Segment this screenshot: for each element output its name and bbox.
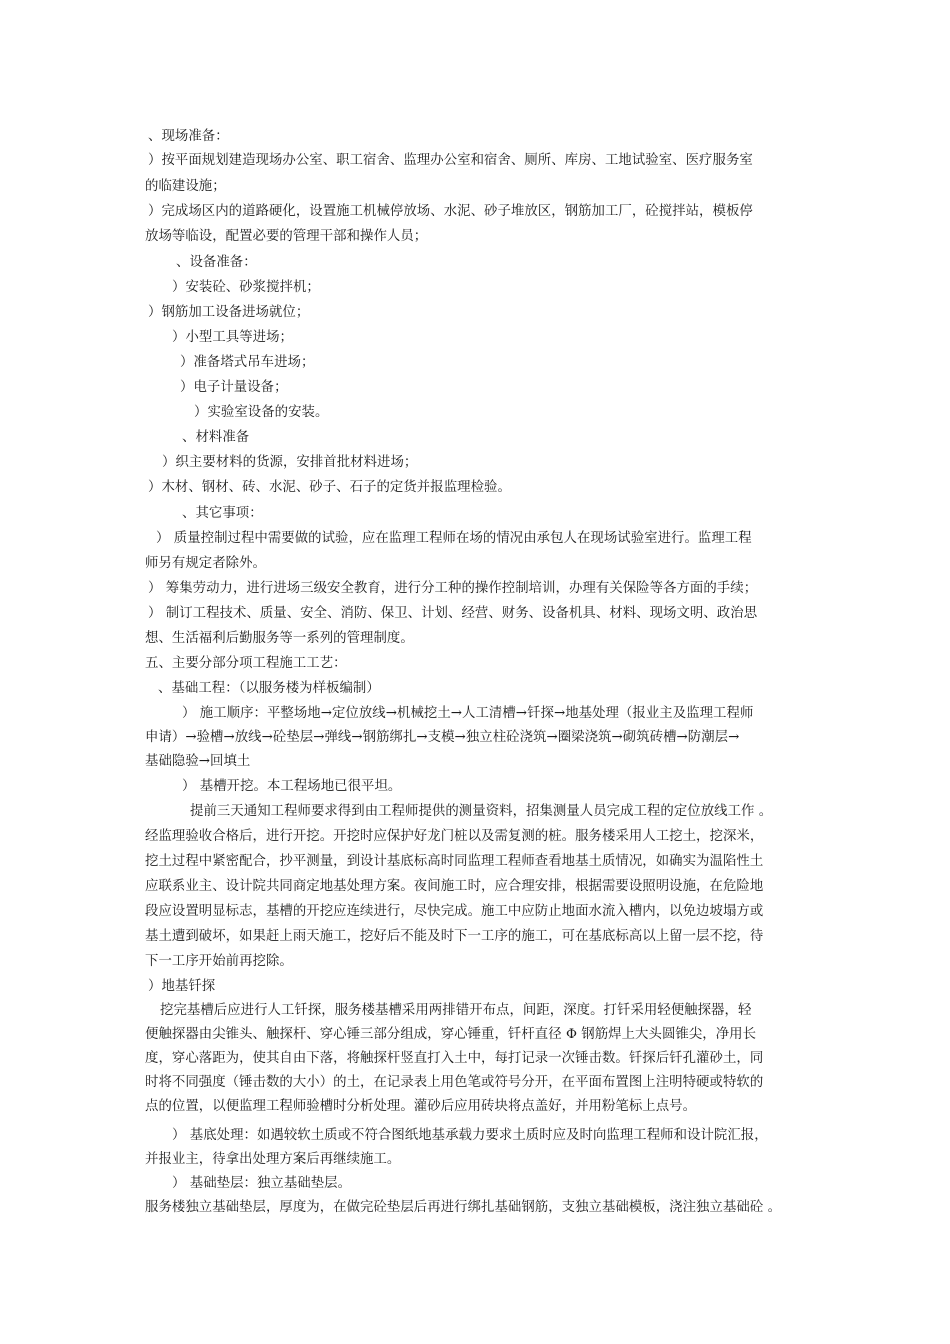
paragraph-line: 经监理验收合格后，进行开挖。开挖时应保护好龙门桩以及需复测的桩。服务楼采用人工挖土，挖深米， xyxy=(145,829,764,844)
list-item: ）实验室设备的安装。 xyxy=(194,405,329,420)
paragraph-line: 服务楼独立基础垫层，厚度为，在做完砼垫层后再进行绑扎基础钢筋，支独立基础模板，浇注独立基础砼 。 xyxy=(145,1200,782,1215)
paragraph-line: 申请）→验槽→放线→砼垫层→弹线→钢筋绑扎→支模→独立柱砼浇筑→圈梁浇筑→砌筑砖槽→防潮层→ xyxy=(145,730,740,745)
paragraph-line: 点的位置，以便监理工程师验槽时分析处理。灌砂后应用砖块将点盖好，并用粉笔标上点号。 xyxy=(145,1099,697,1114)
paragraph-line: 师另有规定者除外。 xyxy=(145,556,266,571)
paragraph-line: ） 制订工程技术、质量、安全、消防、保卫、计划、经营、财务、设备机具、材料、现场文明、政治思 xyxy=(148,606,758,621)
paragraph-line: ） 筹集劳动力，进行进场三级安全教育，进行分工种的操作控制培训，办理有关保险等各方面的手续； xyxy=(148,581,758,596)
subsection-heading: ）地基钎探 xyxy=(148,979,216,994)
paragraph-line: 并报业主，待拿出处理方案后再继续施工。 xyxy=(145,1152,401,1167)
section-heading: 五、主要分部分项工程施工工艺： xyxy=(145,656,347,671)
list-item: ）小型工具等进场； xyxy=(172,330,293,345)
heading-site-preparation: 、现场准备： xyxy=(148,129,229,144)
list-item: ）安装砼、砂浆搅拌机； xyxy=(172,280,320,295)
paragraph-line: 放场等临设，配置必要的管理干部和操作人员； xyxy=(145,229,428,244)
subsection-heading: 、基础工程：（以服务楼为样板编制） xyxy=(158,681,380,696)
paragraph-line: 想、生活福利后勤服务等一系列的管理制度。 xyxy=(145,631,414,646)
heading-material-preparation: 、材料准备 xyxy=(182,430,250,445)
paragraph-line: 下一工序开始前再挖除。 xyxy=(145,954,293,969)
paragraph-line: 提前三天通知工程师要求得到由工程师提供的测量资料，招集测量人员完成工程的定位放线工作 。 xyxy=(190,804,773,819)
paragraph-line: 挖土过程中紧密配合，抄平测量，到设计基底标高时同监理工程师查看地基土质情况，如确实为温陷性土 xyxy=(145,854,764,869)
paragraph-line: ） 基础垫层：独立基础垫层。 xyxy=(172,1176,352,1191)
list-item: ）织主要材料的货源，安排首批材料进场； xyxy=(162,455,418,470)
heading-equipment-preparation: 、设备准备： xyxy=(176,255,257,270)
list-item: ）准备塔式吊车进场； xyxy=(180,355,315,370)
list-item: ）木材、钢材、砖、水泥、砂子、石子的定货并报监理检验。 xyxy=(148,480,511,495)
paragraph-line: 段应设置明显标志，基槽的开挖应连续进行，尽快完成。施工中应防止地面水流入槽内，以免边坡塌方或 xyxy=(145,904,764,919)
paragraph-line: 时将不同强度（锤击数的大小）的土，在记录表上用色笔或符号分开，在平面布置图上注明特硬或特软的 xyxy=(145,1075,764,1090)
paragraph-line: 基土遭到破坏，如果赶上雨天施工，挖好后不能及时下一工序的施工，可在基底标高以上留一层不挖，待 xyxy=(145,929,764,944)
paragraph-line: 度，穿心落距为，使其自由下落，将触探杆竖直打入土中，每打记录一次锤击数。钎探后钎孔灌砂土，同 xyxy=(145,1051,764,1066)
paragraph-line: 基础隐验→回填土 xyxy=(145,754,251,769)
paragraph-line: 的临建设施； xyxy=(145,179,226,194)
paragraph-line: 挖完基槽后应进行人工钎探，服务楼基槽采用两排错开布点，间距，深度。打钎采用轻便触探器，轻 xyxy=(160,1003,752,1018)
paragraph-line: ） 基底处理：如遇较软土质或不符合图纸地基承载力要求土质时应及时向监理工程师和设计院汇报， xyxy=(172,1128,768,1143)
paragraph-line: ） 质量控制过程中需要做的试验，应在监理工程师在场的情况由承包人在现场试验室进行。监理工程 xyxy=(156,531,752,546)
paragraph-line: ） 基槽开挖。本工程场地已很平坦。 xyxy=(182,779,402,794)
paragraph-line: ）完成场区内的道路硬化，设置施工机械停放场、水泥、砂子堆放区，钢筋加工厂，砼搅拌站，模板停 xyxy=(148,204,753,219)
paragraph-line: 便触探器由尖锥头、触探杆、穿心锤三部分组成，穿心锤重，钎杆直径 Φ 钢筋焊上大头圆锥尖，净用长 xyxy=(145,1027,757,1042)
list-item: ）钢筋加工设备进场就位； xyxy=(148,305,310,320)
paragraph-line: ）按平面规划建造现场办公室、职工宿舍、监理办公室和宿舍、厕所、库房、工地试验室、医疗服务室 xyxy=(148,153,753,168)
paragraph-line: 应联系业主、设计院共同商定地基处理方案。夜间施工时，应合理安排，根据需要设照明设施，在危险地 xyxy=(145,879,764,894)
paragraph-line: ） 施工顺序：平整场地→定位放线→机械挖土→人工清槽→钎探→地基处理（报业主及监理工程师 xyxy=(182,706,754,721)
heading-other-matters: 、其它事项： xyxy=(182,506,263,521)
list-item: ）电子计量设备； xyxy=(180,380,288,395)
